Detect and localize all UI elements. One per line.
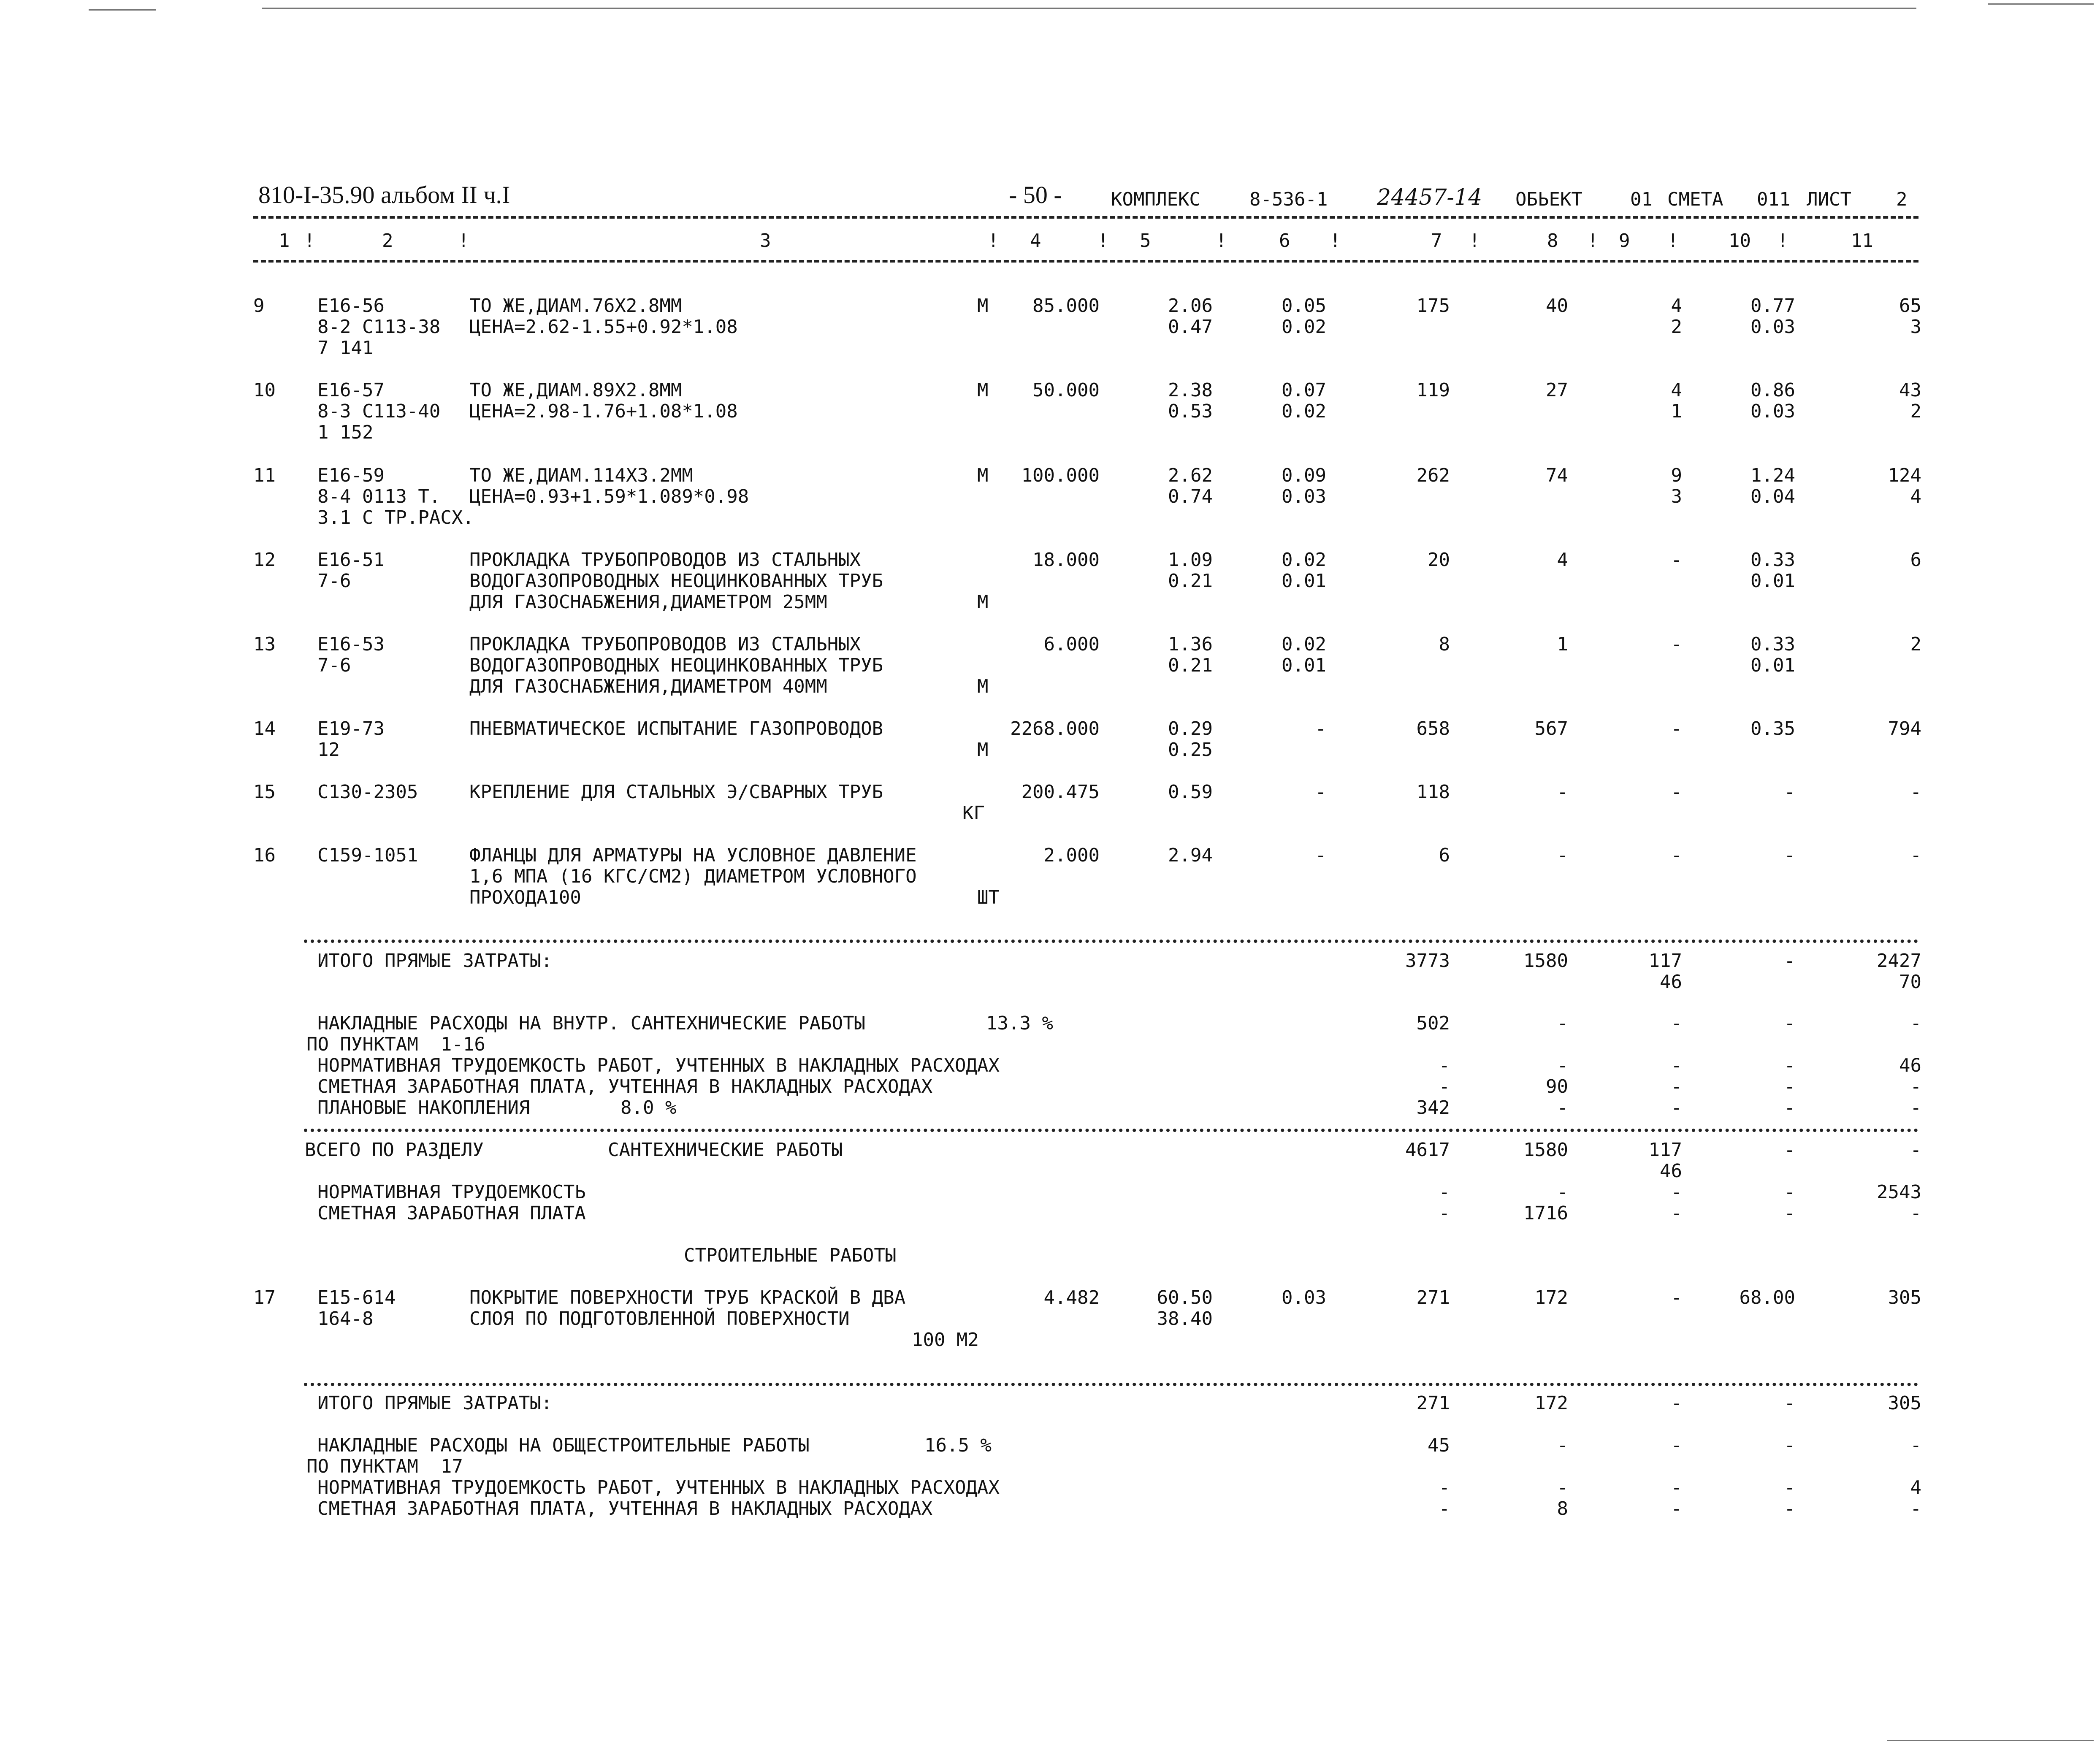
row-code: Е16-51 xyxy=(317,549,385,571)
column-number: 4 xyxy=(1030,230,1041,252)
summary-c8: - xyxy=(1557,1435,1568,1456)
summary-c10: - xyxy=(1784,1477,1795,1498)
row-description: СЛОЯ ПО ПОДГОТОВЛЕННОЙ ПОВЕРХНОСТИ xyxy=(469,1308,850,1330)
summary-c9: 117 xyxy=(1648,1139,1682,1161)
summary-c9: - xyxy=(1671,1013,1682,1034)
column-separator: ! xyxy=(1097,230,1109,252)
row-col5: 0.29 xyxy=(1168,718,1213,739)
row-description: ПОКРЫТИЕ ПОВЕРХНОСТИ ТРУБ КРАСКОЙ В ДВА xyxy=(469,1287,906,1308)
row-col7: 119 xyxy=(1416,379,1450,401)
summary-c10: - xyxy=(1784,1076,1795,1097)
summary-c7: - xyxy=(1439,1055,1450,1076)
row-col11: 3 xyxy=(1910,316,1921,338)
summary-c11: 2427 xyxy=(1877,950,1921,972)
complex-value: 8-536-1 xyxy=(1249,189,1328,210)
row-col10: 0.35 xyxy=(1750,718,1795,739)
summary-c9: - xyxy=(1671,1392,1682,1414)
row-col7: 6 xyxy=(1439,845,1450,866)
row-col10: 0.77 xyxy=(1750,295,1795,317)
row-col11: 2 xyxy=(1910,634,1921,655)
row-col6: 0.02 xyxy=(1282,316,1326,338)
row-code: 3.1 С ТР.РАСХ. xyxy=(317,507,474,528)
row-quantity: 2.000 xyxy=(1043,845,1100,866)
row-description: ВОДОГАЗОПРОВОДНЫХ НЕОЦИНКОВАННЫХ ТРУБ xyxy=(469,570,883,592)
row-number: 12 xyxy=(253,549,276,571)
row-col6: - xyxy=(1315,845,1326,866)
row-unit: 100 М2 xyxy=(912,1329,979,1351)
summary-c11: - xyxy=(1910,1139,1921,1161)
row-col8: 1 xyxy=(1557,634,1568,655)
row-col5: 1.09 xyxy=(1168,549,1213,571)
summary-c9b: 46 xyxy=(1660,971,1682,993)
row-unit: М xyxy=(977,739,989,761)
overhead-points: ПО ПУНКТАМ 17 xyxy=(306,1456,463,1477)
scan-edge-line xyxy=(1887,1740,2094,1741)
column-separator: ! xyxy=(1469,230,1480,252)
row-col10: 0.33 xyxy=(1750,634,1795,655)
row-description: ЦЕНА=2.62-1.55+0.92*1.08 xyxy=(469,316,738,338)
row-code: Е16-56 xyxy=(317,295,385,317)
section-wage-label: СМЕТНАЯ ЗАРАБОТНАЯ ПЛАТА xyxy=(317,1202,586,1224)
summary-c10: - xyxy=(1784,1202,1795,1224)
summary-c11: 46 xyxy=(1899,1055,1921,1076)
row-col11: 65 xyxy=(1899,295,1921,317)
summary-c7: - xyxy=(1439,1181,1450,1203)
row-code: С159-1051 xyxy=(317,845,418,866)
summary-c9: - xyxy=(1671,1076,1682,1097)
section-total-label: ВСЕГО ПО РАЗДЕЛУ xyxy=(305,1139,484,1161)
row-col11: 6 xyxy=(1910,549,1921,571)
row-number: 14 xyxy=(253,718,276,739)
summary-c8: 172 xyxy=(1534,1287,1568,1308)
row-col5: 0.74 xyxy=(1168,486,1213,507)
row-col11: - xyxy=(1910,845,1921,866)
row-col6: 0.01 xyxy=(1282,570,1326,592)
row-code: 164-8 xyxy=(317,1308,374,1330)
row-col10: 0.86 xyxy=(1750,379,1795,401)
column-number: 8 xyxy=(1547,230,1558,252)
row-col6: 0.02 xyxy=(1282,634,1326,655)
row-col9: 4 xyxy=(1671,379,1682,401)
object-label: ОБЬЕКТ xyxy=(1515,189,1582,210)
row-code: Е16-53 xyxy=(317,634,385,655)
row-col9: - xyxy=(1671,845,1682,866)
row-quantity: 85.000 xyxy=(1032,295,1100,317)
summary-c8: 172 xyxy=(1534,1392,1568,1414)
row-col10: 0.01 xyxy=(1750,570,1795,592)
object-value: 01 xyxy=(1630,189,1653,210)
summary-c11: 4 xyxy=(1910,1477,1921,1498)
row-col11: - xyxy=(1910,781,1921,803)
overhead-label: НАКЛАДНЫЕ РАСХОДЫ НА ВНУТР. САНТЕХНИЧЕСКИЕ РАБОТЫ xyxy=(317,1013,866,1034)
row-col6: - xyxy=(1315,718,1326,739)
sheet-value: 2 xyxy=(1896,189,1908,210)
scan-edge-line xyxy=(1988,3,2094,5)
summary-c7: 502 xyxy=(1416,1013,1450,1034)
column-number: 3 xyxy=(760,230,771,252)
summary-c10: - xyxy=(1784,1435,1795,1456)
row-col8: 567 xyxy=(1534,718,1568,739)
row-quantity: 100.000 xyxy=(1021,465,1100,486)
wage-label: СМЕТНАЯ ЗАРАБОТНАЯ ПЛАТА, УЧТЕННАЯ В НАКЛАДНЫХ РАСХОДАХ xyxy=(317,1498,932,1519)
row-code: 7-6 xyxy=(317,570,351,592)
row-col11: 794 xyxy=(1888,718,1921,739)
row-code: 8-2 С113-38 xyxy=(317,316,441,338)
row-unit: КГ xyxy=(962,802,985,824)
row-col8: 40 xyxy=(1546,295,1568,317)
row-col6: 0.02 xyxy=(1282,401,1326,422)
row-col9: 4 xyxy=(1671,295,1682,317)
summary-c7: - xyxy=(1439,1498,1450,1519)
summary-c10: - xyxy=(1784,1498,1795,1519)
row-col5: 2.06 xyxy=(1168,295,1213,317)
summary-c8: - xyxy=(1557,1181,1568,1203)
row-code: 8-3 С113-40 xyxy=(317,401,441,422)
column-separator: ! xyxy=(1216,230,1227,252)
row-col5: 60.50 xyxy=(1157,1287,1213,1308)
dotted-separator xyxy=(304,1129,1918,1132)
complex-label: КОМПЛЕКС xyxy=(1111,189,1200,210)
column-separator: ! xyxy=(1587,230,1599,252)
summary-c7: 342 xyxy=(1416,1097,1450,1118)
row-col5: 0.47 xyxy=(1168,316,1213,338)
row-col11: 124 xyxy=(1888,465,1921,486)
labor-label: НОРМАТИВНАЯ ТРУДОЕМКОСТЬ РАБОТ, УЧТЕННЫХ В НАКЛАДНЫХ РАСХОДАХ xyxy=(317,1055,1000,1076)
row-unit: ШТ xyxy=(977,887,1000,908)
album-title: 810-I-35.90 альбом II ч.I xyxy=(258,181,510,209)
row-col7: 118 xyxy=(1416,781,1450,803)
savings-percent: 8.0 % xyxy=(621,1097,677,1118)
savings-label: ПЛАНОВЫЕ НАКОПЛЕНИЯ xyxy=(317,1097,530,1118)
column-separator: ! xyxy=(1667,230,1679,252)
row-unit: М xyxy=(977,591,989,613)
row-description: ПРОКЛАДКА ТРУБОПРОВОДОВ ИЗ СТАЛЬНЫХ xyxy=(469,634,861,655)
summary-c9: 117 xyxy=(1648,950,1682,972)
row-unit: М xyxy=(977,295,989,317)
row-number: 16 xyxy=(253,845,276,866)
overhead-percent: 16.5 % xyxy=(924,1435,992,1456)
row-col9: 2 xyxy=(1671,316,1682,338)
row-description: КРЕПЛЕНИЕ ДЛЯ СТАЛЬНЫХ Э/СВАРНЫХ ТРУБ xyxy=(469,781,883,803)
row-description: ТО ЖЕ,ДИАМ.76Х2.8ММ xyxy=(469,295,682,317)
row-col5: 0.59 xyxy=(1168,781,1213,803)
row-col10: - xyxy=(1784,781,1795,803)
estimate-value: 011 xyxy=(1757,189,1791,210)
row-number: 10 xyxy=(253,379,276,401)
summary-c10: 68.00 xyxy=(1739,1287,1795,1308)
wage-label: СМЕТНАЯ ЗАРАБОТНАЯ ПЛАТА, УЧТЕННАЯ В НАКЛАДНЫХ РАСХОДАХ xyxy=(317,1076,932,1097)
row-col10: 0.33 xyxy=(1750,549,1795,571)
dotted-separator xyxy=(304,1383,1918,1386)
row-quantity: 18.000 xyxy=(1032,549,1100,571)
row-number: 13 xyxy=(253,634,276,655)
row-col6: 0.05 xyxy=(1282,295,1326,317)
summary-c8: 1580 xyxy=(1523,1139,1568,1161)
row-col11: 2 xyxy=(1910,401,1921,422)
row-description: ТО ЖЕ,ДИАМ.114Х3.2ММ xyxy=(469,465,693,486)
row-col8: 74 xyxy=(1546,465,1568,486)
section-title: СТРОИТЕЛЬНЫЕ РАБОТЫ xyxy=(684,1245,897,1266)
column-separator: ! xyxy=(1777,230,1788,252)
summary-c8: - xyxy=(1557,1013,1568,1034)
row-code: 12 xyxy=(317,739,340,761)
summary-c11: - xyxy=(1910,1076,1921,1097)
row-col6: 0.01 xyxy=(1282,655,1326,676)
summary-c7: 4617 xyxy=(1405,1139,1450,1161)
handwritten-number: 24457-14 xyxy=(1377,185,1482,210)
row-description: ПНЕВМАТИЧЕСКОЕ ИСПЫТАНИЕ ГАЗОПРОВОДОВ xyxy=(469,718,883,739)
row-col10: 1.24 xyxy=(1750,465,1795,486)
row-col5: 0.25 xyxy=(1168,739,1213,761)
row-quantity: 2268.000 xyxy=(1010,718,1100,739)
row-code: Е16-59 xyxy=(317,465,385,486)
row-code: 8-4 0113 Т. xyxy=(317,486,441,507)
row-unit: М xyxy=(977,676,989,697)
summary-c10: - xyxy=(1784,1181,1795,1203)
summary-c7: 3773 xyxy=(1405,950,1450,972)
row-description: ВОДОГАЗОПРОВОДНЫХ НЕОЦИНКОВАННЫХ ТРУБ xyxy=(469,655,883,676)
estimate-label: СМЕТА xyxy=(1667,189,1723,210)
row-quantity: 4.482 xyxy=(1043,1287,1100,1308)
column-number: 9 xyxy=(1619,230,1630,252)
row-col6: 0.02 xyxy=(1282,549,1326,571)
summary-c11: - xyxy=(1910,1202,1921,1224)
row-description: ПРОКЛАДКА ТРУБОПРОВОДОВ ИЗ СТАЛЬНЫХ xyxy=(469,549,861,571)
row-description: ЦЕНА=2.98-1.76+1.08*1.08 xyxy=(469,401,738,422)
row-col9: - xyxy=(1671,549,1682,571)
row-col11: 4 xyxy=(1910,486,1921,507)
column-number: 1 xyxy=(279,230,290,252)
column-number: 2 xyxy=(382,230,393,252)
row-code: 7-6 xyxy=(317,655,351,676)
summary-c9: - xyxy=(1671,1498,1682,1519)
labor-label: НОРМАТИВНАЯ ТРУДОЕМКОСТЬ РАБОТ, УЧТЕННЫХ В НАКЛАДНЫХ РАСХОДАХ xyxy=(317,1477,1000,1498)
summary-c8: 90 xyxy=(1546,1076,1568,1097)
row-col6: - xyxy=(1315,781,1326,803)
row-description: ПРОХОДА100 xyxy=(469,887,581,908)
row-col6: 0.03 xyxy=(1282,486,1326,507)
row-col7: 8 xyxy=(1439,634,1450,655)
scan-edge-line xyxy=(262,8,1916,9)
row-col5: 2.38 xyxy=(1168,379,1213,401)
column-separator: ! xyxy=(988,230,999,252)
row-description: 1,6 МПА (16 КГС/СМ2) ДИАМЕТРОМ УСЛОВНОГО xyxy=(469,866,917,887)
summary-c8: 1716 xyxy=(1523,1202,1568,1224)
row-col11: 43 xyxy=(1899,379,1921,401)
row-unit: М xyxy=(977,379,989,401)
summary-c11: - xyxy=(1910,1013,1921,1034)
summary-c8: 1580 xyxy=(1523,950,1568,972)
page-number: - 50 - xyxy=(1009,181,1062,209)
section-labor-label: НОРМАТИВНАЯ ТРУДОЕМКОСТЬ xyxy=(317,1181,586,1203)
summary-c9: - xyxy=(1671,1287,1682,1308)
column-separator: ! xyxy=(304,230,315,252)
row-col6: 0.09 xyxy=(1282,465,1326,486)
column-number: 6 xyxy=(1279,230,1290,252)
summary-c7: - xyxy=(1439,1076,1450,1097)
row-col9: - xyxy=(1671,781,1682,803)
summary-c11: - xyxy=(1910,1435,1921,1456)
row-col5: 2.62 xyxy=(1168,465,1213,486)
row-code: Е16-57 xyxy=(317,379,385,401)
row-col9: 1 xyxy=(1671,401,1682,422)
sheet-label: ЛИСТ xyxy=(1807,189,1851,210)
row-col5: 0.53 xyxy=(1168,401,1213,422)
row-col10: 0.01 xyxy=(1750,655,1795,676)
summary-c7: - xyxy=(1439,1477,1450,1498)
summary-c7: - xyxy=(1439,1202,1450,1224)
row-col5: 2.94 xyxy=(1168,845,1213,866)
row-number: 9 xyxy=(253,295,265,317)
row-col9: - xyxy=(1671,718,1682,739)
summary-c11b: 70 xyxy=(1899,971,1921,993)
summary-c11: 2543 xyxy=(1877,1181,1921,1203)
row-col7: 175 xyxy=(1416,295,1450,317)
row-col10: 0.04 xyxy=(1750,486,1795,507)
row-quantity: 6.000 xyxy=(1043,634,1100,655)
row-code: С130-2305 xyxy=(317,781,418,803)
row-col6: 0.03 xyxy=(1282,1287,1326,1308)
row-col5: 0.21 xyxy=(1168,570,1213,592)
row-col10: - xyxy=(1784,845,1795,866)
summary-c10: - xyxy=(1784,950,1795,972)
summary-c8: - xyxy=(1557,1097,1568,1118)
direct-costs-label: ИТОГО ПРЯМЫЕ ЗАТРАТЫ: xyxy=(317,950,553,972)
row-quantity: 200.475 xyxy=(1021,781,1100,803)
row-description: ТО ЖЕ,ДИАМ.89Х2.8ММ xyxy=(469,379,682,401)
row-code: 7 141 xyxy=(317,337,374,359)
summary-c9: - xyxy=(1671,1435,1682,1456)
overhead-label: НАКЛАДНЫЕ РАСХОДЫ НА ОБЩЕСТРОИТЕЛЬНЫЕ РАБОТЫ xyxy=(317,1435,810,1456)
summary-c11: - xyxy=(1910,1097,1921,1118)
row-col8: 27 xyxy=(1546,379,1568,401)
column-number: 5 xyxy=(1140,230,1151,252)
summary-c9: - xyxy=(1671,1181,1682,1203)
row-col8: 4 xyxy=(1557,549,1568,571)
summary-c11: 305 xyxy=(1888,1392,1921,1414)
summary-c9: - xyxy=(1671,1477,1682,1498)
row-col6: 0.07 xyxy=(1282,379,1326,401)
section-total-name: САНТЕХНИЧЕСКИЕ РАБОТЫ xyxy=(608,1139,843,1161)
summary-c8: 8 xyxy=(1557,1498,1568,1519)
row-description: ЦЕНА=0.93+1.59*1.089*0.98 xyxy=(469,486,749,507)
row-col7: 658 xyxy=(1416,718,1450,739)
row-col10: 0.03 xyxy=(1750,316,1795,338)
row-code: Е19-73 xyxy=(317,718,385,739)
column-separator: ! xyxy=(458,230,469,252)
row-code: Е15-614 xyxy=(317,1287,396,1308)
row-col7: 262 xyxy=(1416,465,1450,486)
overhead-percent: 13.3 % xyxy=(986,1013,1053,1034)
column-number: 11 xyxy=(1851,230,1873,252)
row-number: 17 xyxy=(253,1287,276,1308)
summary-c10: - xyxy=(1784,1097,1795,1118)
row-col5: 1.36 xyxy=(1168,634,1213,655)
summary-c10: - xyxy=(1784,1013,1795,1034)
row-col7: 20 xyxy=(1428,549,1450,571)
row-description: ДЛЯ ГАЗОСНАБЖЕНИЯ,ДИАМЕТРОМ 25ММ xyxy=(469,591,827,613)
row-number: 15 xyxy=(253,781,276,803)
row-col8: - xyxy=(1557,781,1568,803)
summary-c7: 271 xyxy=(1416,1392,1450,1414)
row-col5: 0.21 xyxy=(1168,655,1213,676)
column-number: 10 xyxy=(1729,230,1751,252)
row-number: 11 xyxy=(253,465,276,486)
overhead-points: ПО ПУНКТАМ 1-16 xyxy=(306,1034,485,1055)
row-unit: М xyxy=(977,465,989,486)
row-col8: - xyxy=(1557,845,1568,866)
row-quantity: 50.000 xyxy=(1032,379,1100,401)
summary-c10: - xyxy=(1784,1139,1795,1161)
summary-c9: - xyxy=(1671,1202,1682,1224)
summary-c11: - xyxy=(1910,1498,1921,1519)
summary-c9: - xyxy=(1671,1055,1682,1076)
summary-c10: - xyxy=(1784,1392,1795,1414)
column-separator: ! xyxy=(1330,230,1341,252)
row-col5: 38.40 xyxy=(1157,1308,1213,1330)
direct-costs-label: ИТОГО ПРЯМЫЕ ЗАТРАТЫ: xyxy=(317,1392,553,1414)
row-col9: - xyxy=(1671,634,1682,655)
dotted-separator xyxy=(304,940,1918,943)
row-code: 1 152 xyxy=(317,422,374,443)
header-rule-bottom xyxy=(253,260,1918,263)
row-col9: 9 xyxy=(1671,465,1682,486)
summary-c10: - xyxy=(1784,1055,1795,1076)
summary-c8: - xyxy=(1557,1055,1568,1076)
header-rule-top xyxy=(253,216,1918,219)
row-description: ФЛАНЦЫ ДЛЯ АРМАТУРЫ НА УСЛОВНОЕ ДАВЛЕНИЕ xyxy=(469,845,917,866)
summary-c9b: 46 xyxy=(1660,1160,1682,1182)
column-number: 7 xyxy=(1431,230,1442,252)
scan-edge-line xyxy=(89,9,156,11)
summary-c7: 45 xyxy=(1428,1435,1450,1456)
row-col9: 3 xyxy=(1671,486,1682,507)
summary-c8: - xyxy=(1557,1477,1568,1498)
row-col10: 0.03 xyxy=(1750,401,1795,422)
summary-c11: 305 xyxy=(1888,1287,1921,1308)
summary-c7: 271 xyxy=(1416,1287,1450,1308)
summary-c9: - xyxy=(1671,1097,1682,1118)
row-description: ДЛЯ ГАЗОСНАБЖЕНИЯ,ДИАМЕТРОМ 40ММ xyxy=(469,676,827,697)
